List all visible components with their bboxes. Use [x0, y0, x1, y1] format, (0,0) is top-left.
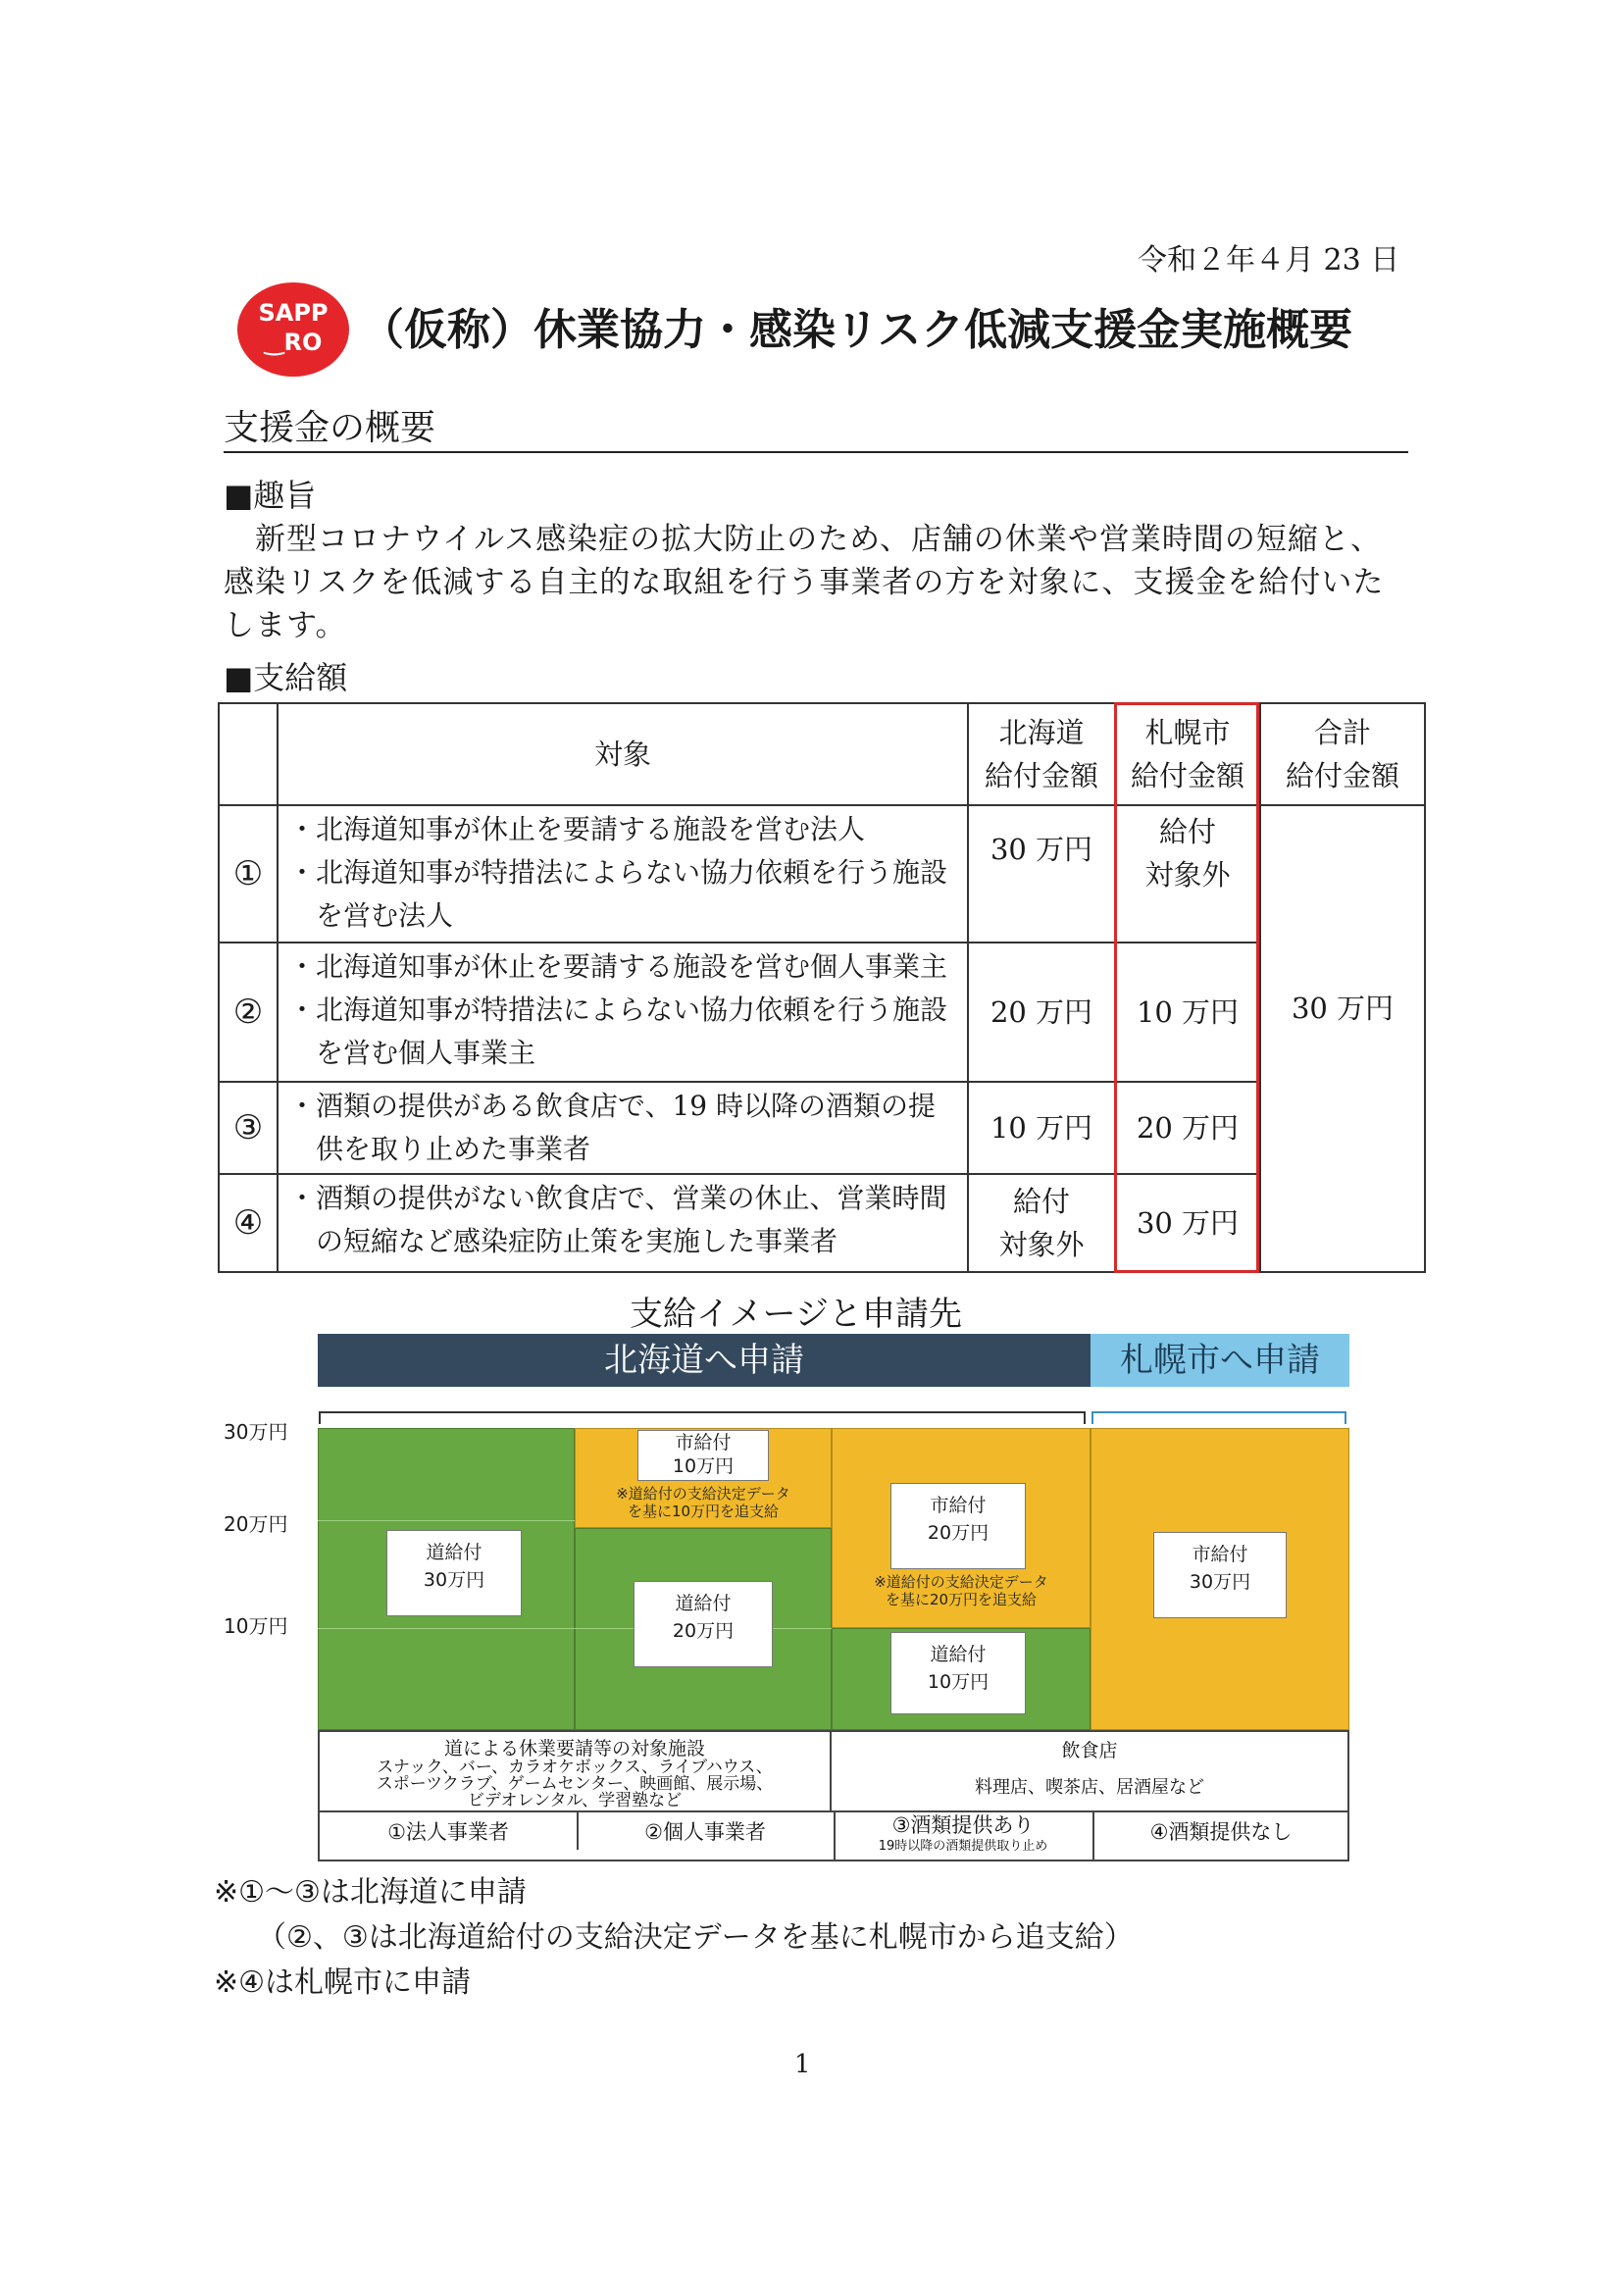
footnote-1: ※①～③は北海道に申請 [214, 1875, 527, 1910]
col3-caption: ③酒類提供あり 19時以降の酒類提供取り止め [834, 1812, 1094, 1860]
col1-label-box: 道給付 30万円 [386, 1530, 522, 1616]
group-left-box [318, 1730, 832, 1812]
hokkaido-apply-bar: 北海道へ申請 [318, 1334, 1091, 1387]
bracket-lines [314, 1389, 1353, 1426]
row-hokkaido-amount: 給付 対象外 [968, 1174, 1115, 1272]
y-label-20: 20万円 [224, 1512, 288, 1536]
col2-sapporo-label-box: 市給付 10万円 [637, 1430, 769, 1481]
header-no [219, 703, 278, 805]
header-sapporo: 札幌市 給付金額 [1115, 703, 1260, 805]
column-captions [318, 1812, 1349, 1861]
y-label-10: 10万円 [224, 1614, 288, 1638]
sapporo-logo: SAPP ‿RO [237, 282, 349, 377]
gridline [318, 1520, 575, 1521]
col2-hokkaido-label-box: 道給付 20万円 [634, 1581, 773, 1667]
header-target: 対象 [278, 703, 968, 805]
row-hokkaido-amount: 20 万円 [968, 943, 1115, 1082]
row-number: ② [219, 943, 278, 1082]
row-sapporo-amount: 30 万円 [1115, 1174, 1260, 1272]
gridline [318, 1628, 575, 1629]
group-left-title: 道による休業要請等の対象施設 [443, 1738, 705, 1759]
col3-sapporo-label-box: 市給付 20万円 [890, 1483, 1026, 1569]
header-total: 合計 給付金額 [1260, 703, 1425, 805]
amount-heading: ■支給額 [224, 659, 348, 696]
purpose-text: 新型コロナウイルス感染症の拡大防止のため、店舗の休業や営業時間の短縮と、感染リスクを低減する自主的な取組を行う事業者の方を対象に、支援金を給付いたします。 [224, 522, 1385, 643]
header-hokkaido: 北海道 給付金額 [968, 703, 1115, 805]
col2-note: ※道給付の支給決定データ を基に10万円を追支給 [616, 1485, 790, 1520]
row-target: ・北海道知事が休止を要請する施設を営む個人事業主 ・北海道知事が特措法によらない協力依頼を行う施設を営む個人事業主 [278, 943, 968, 1082]
col2-caption: ②個人事業者 [577, 1812, 836, 1860]
row-number: ④ [219, 1174, 278, 1272]
footnote-3: ※④は札幌市に申請 [214, 1965, 472, 2000]
group-right-box [832, 1730, 1349, 1812]
sapporo-apply-bar: 札幌市へ申請 [1091, 1334, 1349, 1387]
row-target: ・北海道知事が休止を要請する施設を営む法人 ・北海道知事が特措法によらない協力依頼を行う施設を営む法人 [278, 805, 968, 943]
col4-caption: ④酒類提供なし [1149, 1820, 1293, 1844]
row-hokkaido-amount: 10 万円 [968, 1082, 1115, 1174]
purpose-heading: ■趣旨 [224, 477, 317, 514]
group-right-title: 飲食店 [1061, 1740, 1118, 1761]
col4-label-box: 市給付 30万円 [1153, 1532, 1287, 1618]
row-sapporo-amount: 10 万円 [1115, 943, 1260, 1082]
section-title: 支援金の概要 [224, 408, 436, 448]
y-label-30: 30万円 [224, 1420, 288, 1444]
page-number: 1 [794, 2050, 811, 2079]
section-divider [224, 451, 1408, 453]
col3-note: ※道給付の支給決定データ を基に20万円を追支給 [874, 1573, 1048, 1608]
col1-caption: ①法人事業者 [320, 1812, 579, 1850]
group-right-text: 料理店、喫茶店、居酒屋など [975, 1777, 1204, 1798]
total-amount: 30 万円 [1260, 805, 1425, 1272]
footnote-2: （②、③は北海道給付の支給決定データを基に札幌市から追支給） [257, 1920, 1134, 1955]
chart-title: 支給イメージと申請先 [630, 1295, 962, 1334]
row-target: ・酒類の提供がない飲食店で、営業の休止、営業時間の短縮など感染症防止策を実施した事業者 [278, 1174, 968, 1272]
row-target: ・酒類の提供がある飲食店で、19 時以降の酒類の提供を取り止めた事業者 [278, 1082, 968, 1174]
row-number: ① [219, 805, 278, 943]
col3-hokkaido-label-box: 道給付 10万円 [890, 1632, 1026, 1714]
group-left-text: スナック、バー、カラオケボックス、ライブハウス、 スポーツクラブ、ゲームセンター、映画館、展示場、 ビデオレンタル、学習塾など [376, 1758, 774, 1810]
row-sapporo-amount: 給付 対象外 [1115, 805, 1260, 943]
row-hokkaido-amount: 30 万円 [968, 805, 1115, 943]
row-sapporo-amount: 20 万円 [1115, 1082, 1260, 1174]
page-title: （仮称）休業協力・感染リスク低減支援金実施概要 [361, 305, 1353, 355]
row-number: ③ [219, 1082, 278, 1174]
sapporo-column-highlight [1114, 702, 1259, 1273]
date: 令和２年４月 23 日 [1138, 243, 1400, 278]
